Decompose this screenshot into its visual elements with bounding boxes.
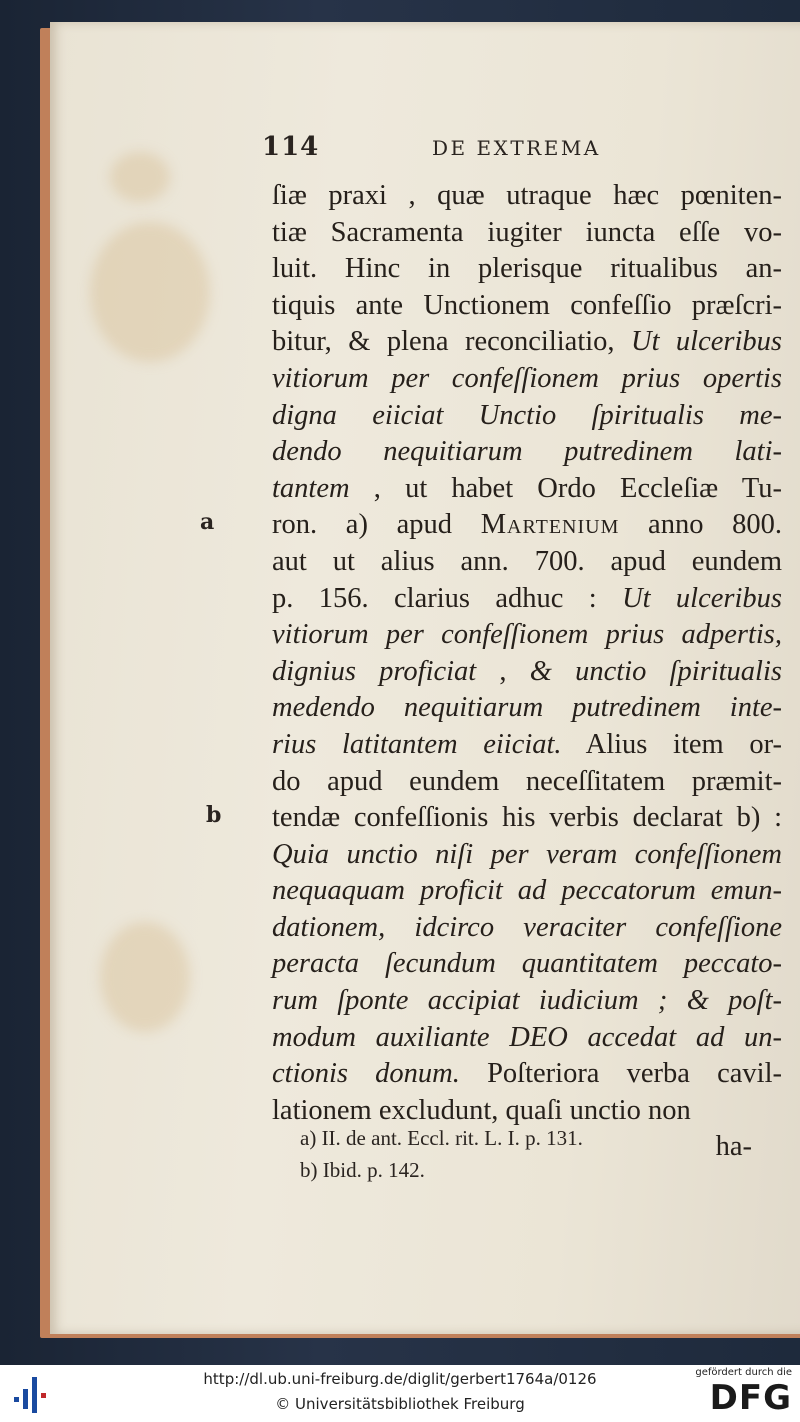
text-segment: , ut habet Ordo Eccleſiæ Tu- [349,472,782,504]
text-line [272,1056,782,1093]
text-segment: ron. a) apud [272,509,481,541]
text-segment: peracta ſecundum quantitatem peccato- [272,948,782,980]
text-segment: tendæ confeſſionis his verbis declarat b) : [272,802,782,834]
running-title: DE EXTREMA [432,136,601,160]
text-segment: vitiorum per confeſſionem prius opertis [272,362,782,394]
text-segment: Quia unctio niſi per veram confeſſionem [272,838,782,870]
text-segment: dendo nequitiarum putredinem lati- [272,436,782,468]
text-segment: vitiorum per confeſſionem prius adpertis, [272,619,782,651]
catchword: ha- [715,1131,752,1163]
margin-note-b: b [206,802,222,829]
text-line [272,983,782,1020]
text-segment: Poſteriora verba cavil- [459,1058,782,1090]
text-segment: dationem, idcirco veraciter confeſſione [272,911,782,943]
viewer-footer [0,1365,800,1422]
text-segment: rum ſponte accipiat iudicium ; & poſt- [272,985,782,1017]
text-line [272,690,782,727]
footnotes [300,1122,780,1186]
paper-stain [100,922,190,1032]
text-line [272,288,782,325]
text-line [272,727,782,764]
text-segment: modum auxiliante DEO accedat ad un- [272,1021,782,1053]
text-line [272,764,782,801]
copyright-notice: © Universitätsbibliothek Freiburg [275,1395,525,1413]
text-line [272,398,782,435]
text-line [272,910,782,947]
page-url-link[interactable]: http://dl.ub.uni-freiburg.de/diglit/gerbert1764a/0126 [203,1370,597,1388]
text-line [272,361,782,398]
text-line [272,507,782,544]
text-line [272,434,782,471]
text-segment: ctionis donum. [272,1058,460,1090]
text-line [272,544,782,581]
text-segment: nequaquam proficit ad peccatorum emun- [272,875,782,907]
text-line [272,873,782,910]
text-line [272,800,782,837]
body-text [272,178,782,1166]
text-line [272,1020,782,1057]
paper-stain [110,152,170,202]
text-line [272,946,782,983]
text-segment: digna eiiciat Unctio ſpiritualis me- [272,399,782,431]
text-segment: tantem [272,472,350,504]
text-segment: & unctio ſpiritualis [529,655,782,687]
text-segment: lationem excludunt, quaſi unctio non [272,1094,691,1126]
text-segment: anno 800. [619,509,782,541]
text-segment: Alius item or- [561,728,782,760]
text-line [272,178,782,215]
text-segment: aut ut alius ann. 700. apud eundem [272,545,782,577]
footnote-b: b) Ibid. p. 142. [300,1158,425,1182]
text-line [272,617,782,654]
text-line [272,837,782,874]
text-segment: , [476,655,530,687]
running-head [262,132,622,168]
text-segment: Ut ulceribus [622,582,783,614]
text-line [272,581,782,618]
text-line [272,324,782,361]
text-segment: ſiæ praxi , quæ utraque hæc pœniten- [272,180,782,211]
text-segment: Ut ulceribus [630,326,782,358]
paper-stain [90,222,210,362]
text-segment: p. 156. clarius adhuc : [272,582,623,614]
text-segment: tiquis ante Unctionem confeſſio præſcri- [272,289,782,321]
dfg-logo-icon: DFG [709,1378,792,1418]
text-line [272,654,782,691]
text-segment: dignius proficiat [272,655,477,687]
sponsor-caption: gefördert durch die [695,1367,792,1378]
margin-note-a: a [200,509,215,536]
text-segment: luit. Hinc in plerisque ritualibus an- [272,253,782,285]
text-segment: tiæ Sacramenta iugiter iuncta eſſe vo- [272,216,782,248]
text-line [272,251,782,288]
text-line [272,215,782,252]
footnote-a: a) II. de ant. Eccl. rit. L. I. p. 131. [300,1126,583,1150]
page-number: 114 [262,132,320,162]
text-segment: Martenium [480,509,620,541]
text-segment: bitur, & plena reconciliatio, [272,326,631,358]
text-segment: rius latitantem eiiciat. [272,728,562,760]
text-segment: do apud eundem neceſſitatem præmit- [272,765,782,797]
text-line [272,471,782,508]
sponsor-block [672,1367,792,1419]
text-segment: medendo nequitiarum putredinem inte- [272,692,782,724]
